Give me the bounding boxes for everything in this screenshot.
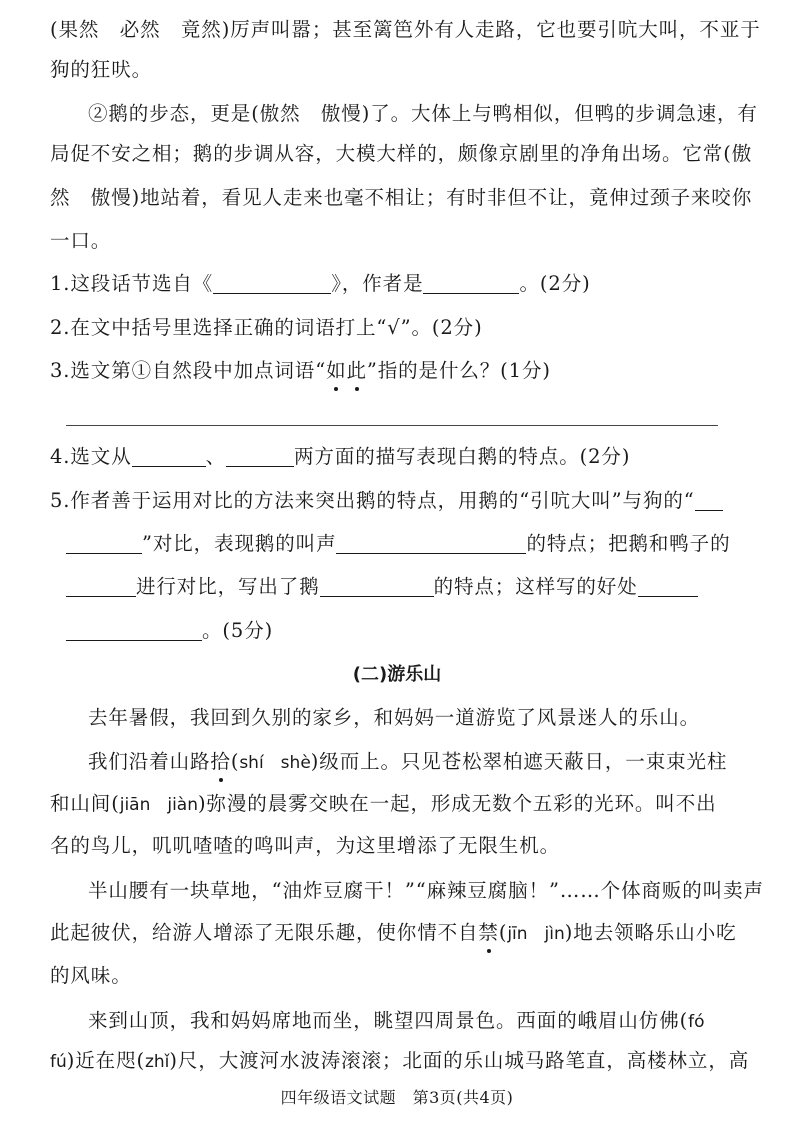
- passage-line: fú)近在咫(zhǐ)尺，大渡河水波涛滚滚；北面的乐山城马路笔直，高楼林立，高: [50, 1049, 750, 1072]
- passage-line: 我们沿着山路拾(shí shè)级而上。只见苍松翠柏遮天蔽日，一束束光柱: [88, 747, 788, 777]
- answer-line[interactable]: [66, 425, 718, 426]
- question-5-line: ”对比，表现鹅的叫声 的特点；把鹅和鸭子的: [66, 529, 766, 559]
- passage-line: 半山腰有一块草地，“油炸豆腐干！”“麻辣豆腐脑！”……个体商贩的叫卖声: [88, 879, 764, 902]
- question-5: 5.作者善于运用对比的方法来突出鹅的特点，用鹅的“引吭大叫”与狗的“: [50, 486, 750, 516]
- passage-line: 局促不安之相；鹅的步调从容，大模大样的，颇像京剧里的净角出场。它常(傲: [50, 142, 753, 165]
- passage-line: 名的鸟儿，叽叽喳喳的鸣叫声，为这里增添了无限生机。: [50, 834, 561, 857]
- passage-line: 此起彼伏，给游人增添了无限乐趣，使你情不自禁(jīn jìn)地去领略乐山小吃: [50, 918, 750, 948]
- question-1: 1.这段话节选自《 》，作者是 。(2分): [50, 272, 591, 295]
- answer-blank[interactable]: [695, 490, 723, 511]
- answer-blank[interactable]: [423, 273, 519, 294]
- answer-blank[interactable]: [320, 576, 434, 597]
- passage-line: 来到山顶，我和妈妈席地而坐，眺望四周景色。西面的峨眉山仿佛(fó: [88, 1009, 705, 1032]
- answer-blank[interactable]: [213, 273, 331, 294]
- passage-line: (果然 必然 竟然)厉声叫嚣；甚至篱笆外有人走路，它也要引吭大叫，不亚于: [50, 18, 761, 41]
- passage-line: 狗的狂吠。: [50, 58, 153, 81]
- answer-blank[interactable]: [336, 533, 526, 554]
- question-5-line: 进行对比，写出了鹅 的特点；这样写的好处: [66, 572, 766, 602]
- passage-line: 的风味。: [50, 964, 132, 987]
- answer-blank[interactable]: [638, 576, 698, 597]
- page-footer: 四年级语文试题 第3页(共4页): [280, 1088, 514, 1107]
- answer-blank[interactable]: [66, 576, 136, 597]
- passage-line: 去年暑假，我回到久别的家乡，和妈妈一道游览了风景迷人的乐山。: [88, 706, 701, 729]
- answer-blank[interactable]: [66, 620, 202, 641]
- answer-blank[interactable]: [226, 446, 294, 467]
- passage-line: 一口。: [50, 229, 112, 252]
- section-title: (二)游乐山: [352, 664, 442, 685]
- answer-blank[interactable]: [132, 446, 206, 467]
- passage-line: ②鹅的步态，更是(傲然 傲慢)了。大体上与鸭相似，但鸭的步调急速，有: [88, 102, 758, 125]
- answer-blank[interactable]: [66, 533, 142, 554]
- question-2: 2.在文中括号里选择正确的词语打上“√”。(2分): [50, 316, 483, 339]
- question-3: 3.选文第①自然段中加点词语“如此”指的是什么？(1分): [50, 356, 750, 386]
- question-5-line: 。(5分): [66, 616, 766, 646]
- passage-line: 然 傲慢)地站着，看见人走来也毫不相让；有时非但不让，竟伸过颈子来咬你: [50, 186, 753, 209]
- question-4: 4.选文从 、 两方面的描写表现白鹅的特点。(2分): [50, 445, 631, 468]
- passage-line: 和山间(jiān jiàn)弥漫的晨雾交映在一起，形成无数个五彩的光环。叫不出: [50, 792, 717, 815]
